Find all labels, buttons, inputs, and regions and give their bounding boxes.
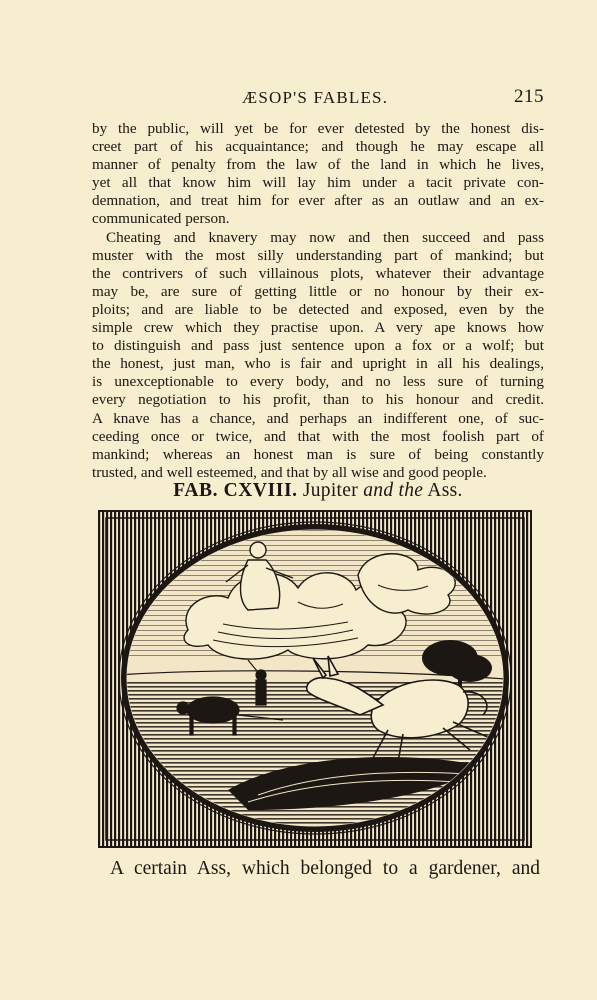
woodcut-illustration-icon (98, 510, 532, 848)
text-line: creet part of his acquaintance; and though he may escape all (92, 138, 544, 156)
page-header (92, 88, 544, 112)
text-line: communicated person. (92, 210, 230, 228)
text-line: the honest, just man, who is fair and upright in all his dealings, (92, 355, 544, 373)
body-text (92, 120, 544, 482)
text-line: ploits; and are liable to be detected and exposed, even by the (92, 300, 544, 318)
text-line: by the public, will yet be for ever detested by the honest dis- (92, 120, 544, 137)
text-line: mankind; whereas an honest man is sure of being constantly (92, 445, 544, 463)
fable-text-first-line: A certain Ass, which belonged to a gardener, and (110, 858, 540, 879)
text-line: A knave has a chance, and perhaps an indifferent one, of suc- (92, 409, 544, 427)
fable-title-jupiter: Jupiter (302, 480, 359, 501)
text-line: may be, are sure of getting little or no honour by their ex- (92, 282, 544, 300)
fable-number: FAB. CXVIII. (173, 480, 298, 501)
text-line: ceeding once or twice, and that with the most foolish part of (92, 427, 544, 445)
text-line: every negotiation to his profit, than to his honour and credit. (92, 391, 544, 409)
text-line: is unexceptionable to every body, and no less sure of turning (92, 373, 544, 391)
text-line: manner of penalty from the law of the land in which he lives, (92, 156, 544, 174)
text-line: trusted, and well esteemed, and that by all wise and good people. (92, 463, 487, 481)
fable-title (92, 480, 544, 502)
running-title: ÆSOP'S FABLES. (242, 88, 389, 107)
text-line: muster with the most silly understanding part of mankind; but (92, 246, 544, 264)
text-line: to distinguish and pass just sentence upon a fox or a wolf; but (92, 337, 544, 355)
text-line: yet all that know him will lay him under a tacit private con- (92, 174, 544, 192)
fable-title-ass: Ass. (427, 480, 463, 501)
fable-title-and-the: and the (363, 480, 424, 501)
text-line: simple crew which they practise upon. A very ape knows how (92, 319, 544, 337)
text-line: demnation, and treat him for ever after as an outlaw and an ex- (92, 192, 544, 210)
text-line: Cheating and knavery may now and then succeed and pass (106, 228, 544, 246)
text-line: the contrivers of such villainous plots, whatever their advantage (92, 264, 544, 282)
page-number: 215 (514, 86, 544, 107)
